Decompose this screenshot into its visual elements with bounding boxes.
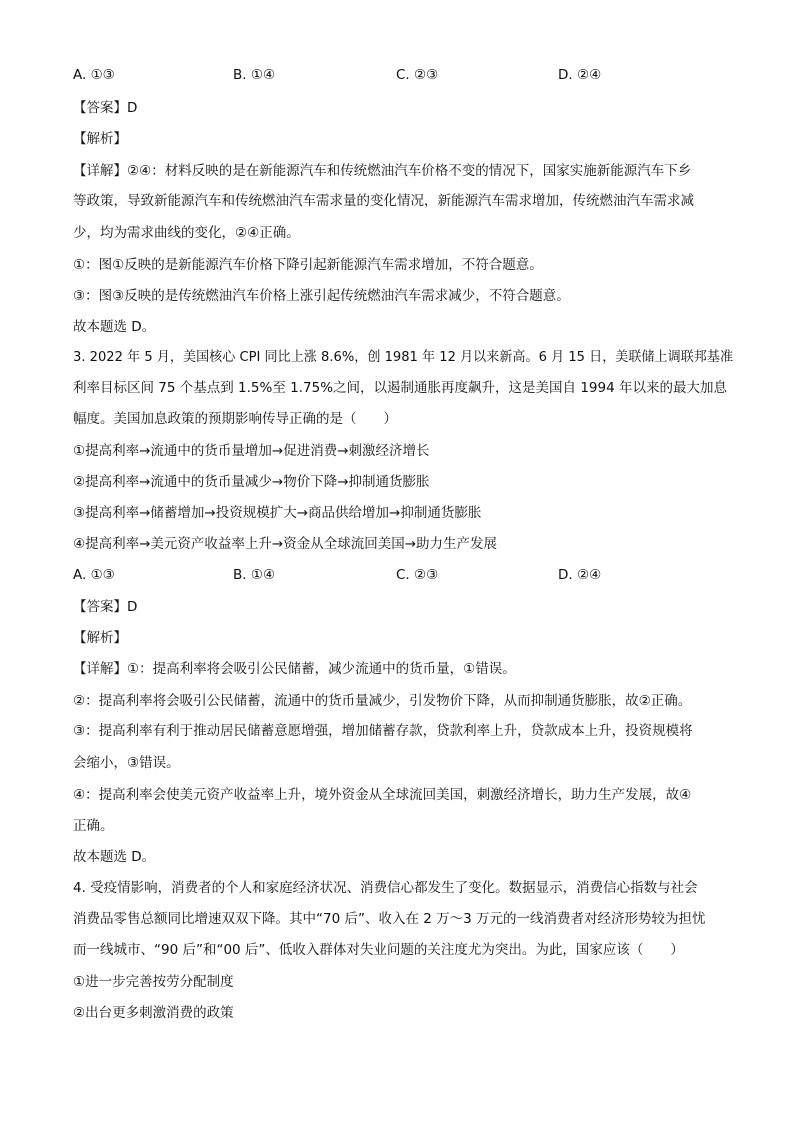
q3-option-a: A. ①③ — [73, 567, 115, 583]
q3-detail-line: 【详解】①：提高利率将会吸引公民储蓄，减少流通中的货币量，①错误。 — [73, 661, 516, 677]
q3-stem-line: 3. 2022 年 5 月，美国核心 CPI 同比上涨 8.6%，创 1981 年 12 月以来新高。6 月 15 日，美联储上调联邦基准 — [73, 349, 734, 365]
q3-item: ②提高利率→流通中的货币量减少→物价下降→抑制通货膨胀 — [73, 474, 430, 490]
q3-item: ①提高利率→流通中的货币量增加→促进消费→刺激经济增长 — [73, 443, 430, 459]
q3-analysis-heading: 【解析】 — [73, 630, 127, 646]
q2-detail-line: 等政策，导致新能源汽车和传统燃油汽车需求量的变化情况，新能源汽车需求增加，传统燃油汽车需求减 — [73, 193, 694, 209]
q4-stem-line: 而一线城市、“90 后”和“00 后”、低收入群体对失业问题的关注度尤为突出。为此，国家应该（ ） — [73, 942, 684, 958]
q2-analysis-heading: 【解析】 — [73, 131, 127, 147]
q4-stem-line: 消费品零售总额同比增速双双下降。其中“70 后”、收入在 2 万～3 万元的一线消费者对经济形势较为担忧 — [73, 911, 706, 927]
q2-option-b: B. ①④ — [233, 67, 276, 83]
q4-stem-line: 4. 受疫情影响，消费者的个人和家庭经济状况、消费信心都发生了变化。数据显示，消费信心指数与社会 — [73, 880, 698, 896]
q3-detail-line: 正确。 — [73, 818, 114, 834]
q4-item: ②出台更多刺激消费的政策 — [73, 1005, 234, 1021]
q2-option-c: C. ②③ — [396, 67, 439, 83]
q3-answer: 【答案】D — [73, 599, 138, 615]
q3-options — [73, 566, 733, 584]
q3-conclusion: 故本题选 D。 — [73, 849, 156, 865]
q3-option-b: B. ①④ — [233, 567, 276, 583]
q2-options — [73, 66, 733, 84]
q3-item: ③提高利率→储蓄增加→投资规模扩大→商品供给增加→抑制通货膨胀 — [73, 505, 482, 521]
q4-item: ①进一步完善按劳分配制度 — [73, 974, 234, 990]
q3-detail-line: ③：提高利率有利于推动居民储蓄意愿增强，增加储蓄存款，贷款利率上升，贷款成本上升，投资规模将 — [73, 723, 693, 739]
q3-option-c: C. ②③ — [396, 567, 439, 583]
q2-answer: 【答案】D — [73, 100, 138, 116]
q3-stem-line: 利率目标区间 75 个基点到 1.5%至 1.75%之间，以遏制通胀再度飙升，这是美国自 1994 年以来的最大加息 — [73, 380, 727, 396]
q2-detail-line: ①：图①反映的是新能源汽车价格下降引起新能源汽车需求增加，不符合题意。 — [73, 257, 543, 273]
q3-stem-line: 幅度。美国加息政策的预期影响传导正确的是（ ） — [73, 411, 397, 427]
q2-detail-line: ③：图③反映的是传统燃油汽车价格上涨引起传统燃油汽车需求减少，不符合题意。 — [73, 288, 570, 304]
q2-detail-line: 【详解】②④：材料反映的是在新能源汽车和传统燃油汽车价格不变的情况下，国家实施新能源汽车下乡 — [73, 163, 692, 179]
q2-detail-line: 少，均为需求曲线的变化，②④正确。 — [73, 225, 300, 241]
q3-item: ④提高利率→美元资产收益率上升→资金从全球流回美国→助力生产发展 — [73, 536, 498, 552]
q2-conclusion: 故本题选 D。 — [73, 319, 156, 335]
q3-detail-line: ②：提高利率将会吸引公民储蓄，流通中的货币量减少，引发物价下降，从而抑制通货膨胀，故②正确。 — [73, 693, 692, 709]
q2-option-a: A. ①③ — [73, 67, 115, 83]
q3-option-d: D. ②④ — [558, 567, 602, 583]
q3-detail-line: ④：提高利率会使美元资产收益率上升，境外资金从全球流回美国，刺激经济增长，助力生产发展，故④ — [73, 787, 692, 803]
q2-option-d: D. ②④ — [558, 67, 602, 83]
q3-detail-line: 会缩小，③错误。 — [73, 755, 180, 771]
